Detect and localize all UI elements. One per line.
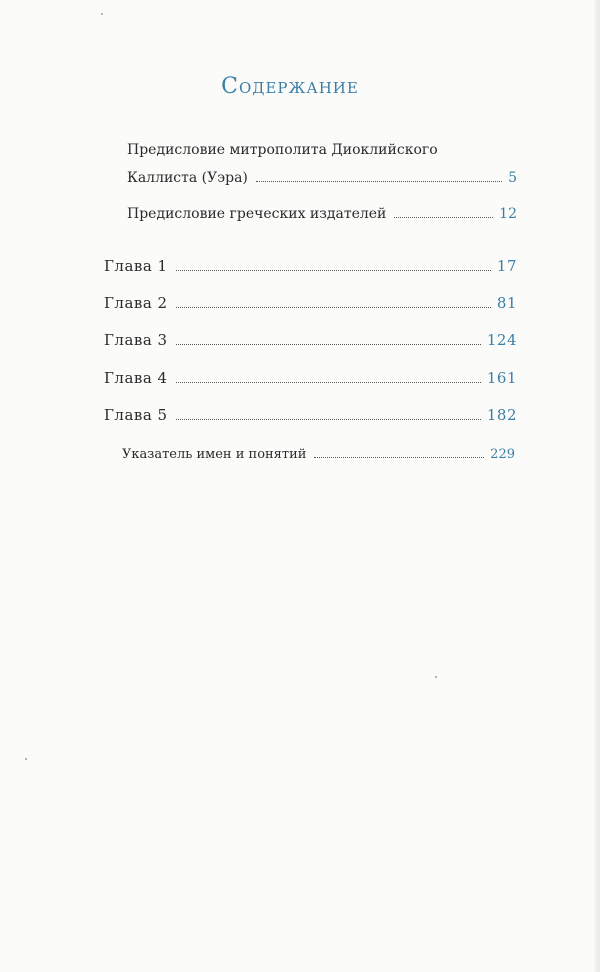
toc-preface1-label: Каллиста (Уэра) (127, 170, 248, 186)
dot-leader (176, 344, 481, 345)
toc-entry-chapter-3[interactable] (104, 329, 517, 349)
toc-preface1-line1: Предисловие митрополита Диоклийского (127, 142, 438, 158)
toc-page-number: 12 (499, 206, 517, 222)
toc-chapter-label: Глава 5 (104, 406, 168, 424)
toc-chapter-label: Глава 1 (104, 257, 168, 275)
dot-leader (176, 270, 491, 271)
dot-leader (176, 419, 481, 420)
toc-page-number: 229 (490, 447, 515, 462)
toc-page-number: 81 (496, 294, 517, 312)
toc-entry-chapter-5[interactable] (104, 404, 517, 424)
toc-chapter-label: Глава 2 (104, 294, 168, 312)
toc-page-number: 182 (486, 406, 517, 424)
dot-leader (256, 181, 502, 182)
toc-page-number: 124 (486, 331, 517, 349)
toc-page-number: 5 (508, 170, 517, 186)
toc-page-number: 17 (496, 257, 517, 275)
toc-entry-chapter-1[interactable] (104, 255, 517, 275)
toc-chapter-label: Глава 4 (104, 369, 168, 387)
toc-entry-preface2[interactable] (127, 202, 517, 222)
paper-speck (101, 13, 103, 15)
toc-entry-chapter-2[interactable] (104, 292, 517, 312)
dot-leader (176, 307, 491, 308)
toc-entry-index[interactable] (122, 442, 515, 462)
toc-preface2-label: Предисловие греческих издателей (127, 206, 387, 222)
dot-leader (314, 457, 484, 458)
dot-leader (394, 217, 493, 218)
dot-leader (176, 382, 481, 383)
toc-page-number: 161 (486, 369, 517, 387)
page-edge (594, 0, 600, 972)
toc-chapter-label: Глава 3 (104, 331, 168, 349)
paper-speck (25, 758, 27, 760)
toc-title: Содержание (221, 74, 359, 99)
toc-index-label: Указатель имен и понятий (122, 447, 307, 462)
toc-entry-preface1[interactable] (127, 166, 517, 186)
paper-speck (435, 676, 437, 678)
toc-entry-chapter-4[interactable] (104, 367, 517, 387)
